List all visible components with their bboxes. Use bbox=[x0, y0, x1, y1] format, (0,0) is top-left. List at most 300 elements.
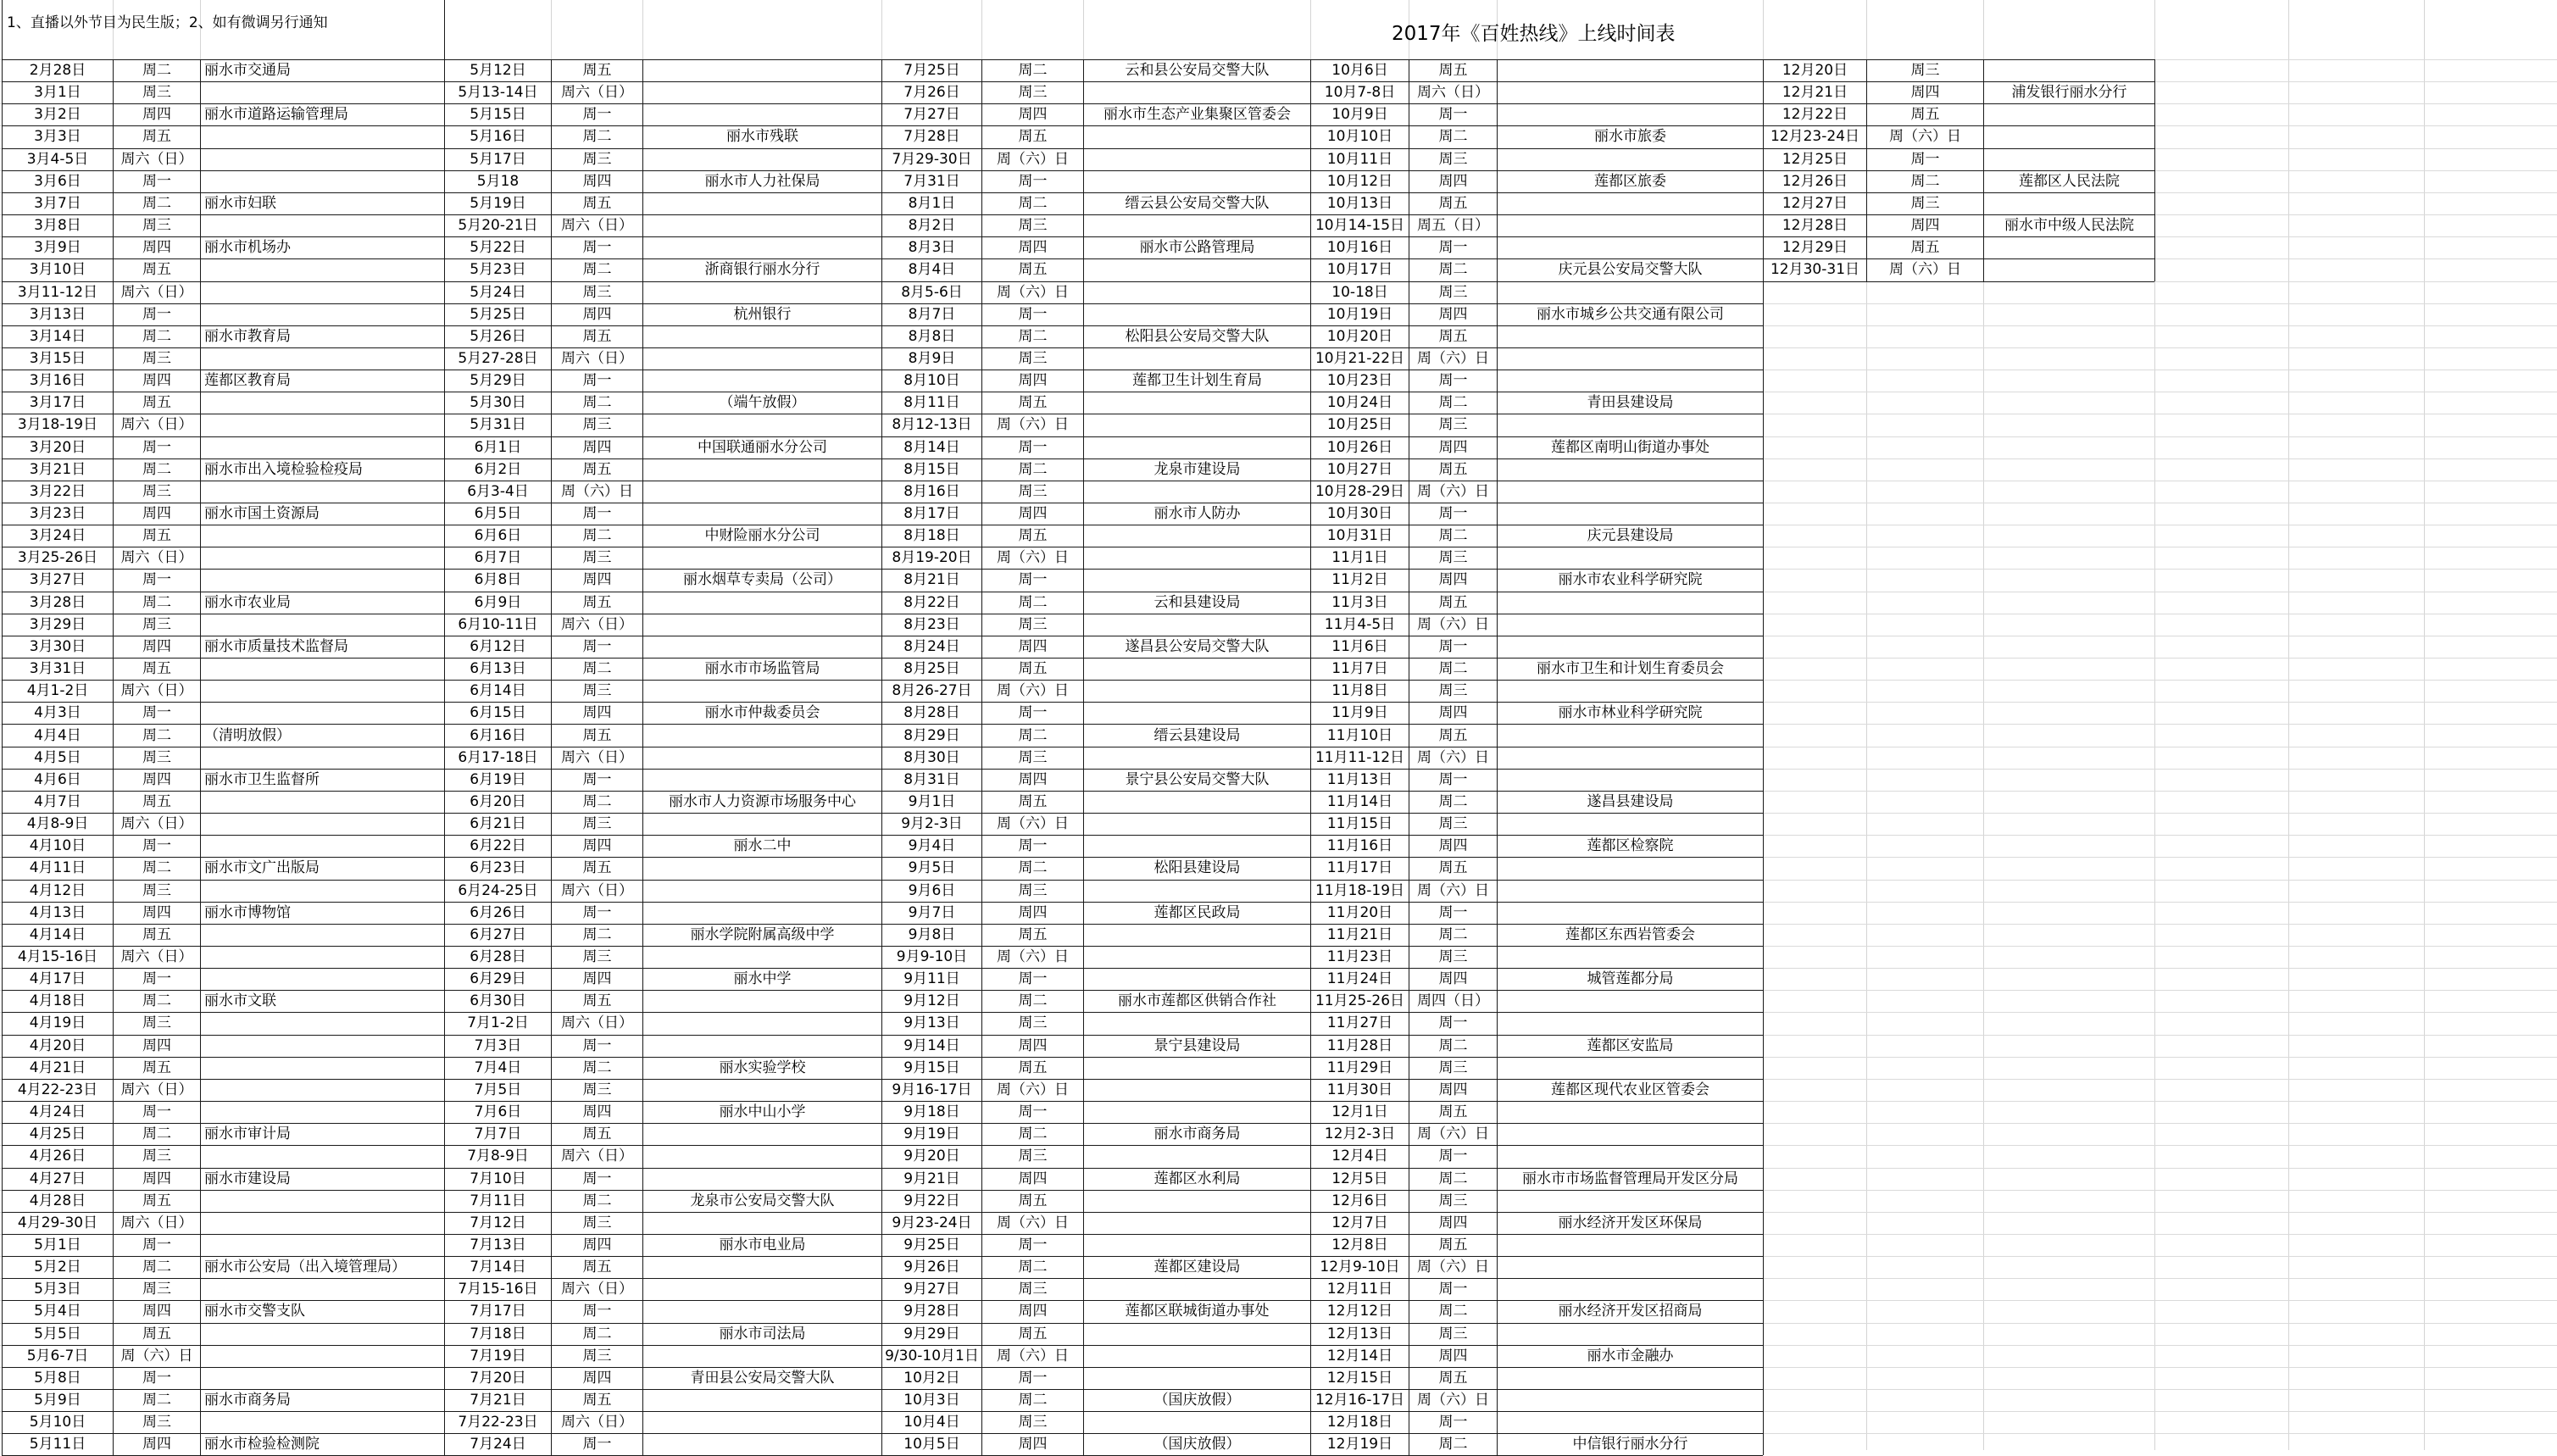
cell-weekday[interactable]: 周六（日） bbox=[120, 948, 193, 965]
cell-organization[interactable] bbox=[1084, 791, 1310, 813]
cell-date[interactable]: 11月21日 bbox=[1326, 926, 1393, 943]
cell-organization[interactable] bbox=[201, 924, 444, 946]
cell-date[interactable]: 3月1日 bbox=[34, 84, 81, 101]
cell-date[interactable]: 5月23日 bbox=[470, 261, 526, 278]
cell-date[interactable]: 7月7日 bbox=[474, 1125, 522, 1142]
cell-organization[interactable]: 莲都区教育局 bbox=[204, 372, 291, 389]
cell-organization[interactable] bbox=[201, 1234, 444, 1256]
cell-date[interactable]: 6月3-4日 bbox=[467, 483, 529, 500]
cell-date[interactable]: 12月19日 bbox=[1326, 1436, 1393, 1453]
cell-weekday[interactable]: 周五 bbox=[1018, 793, 1048, 810]
cell-weekday[interactable]: 周二 bbox=[1018, 992, 1048, 1009]
cell-weekday[interactable]: 周二 bbox=[142, 461, 171, 478]
cell-organization[interactable] bbox=[1498, 747, 1763, 769]
cell-weekday[interactable]: 周四 bbox=[1018, 505, 1048, 522]
cell-date[interactable]: 11月30日 bbox=[1326, 1081, 1393, 1098]
cell-weekday[interactable]: 周一 bbox=[142, 837, 171, 854]
cell-weekday[interactable]: 周一 bbox=[142, 173, 171, 190]
cell-date[interactable]: 6月23日 bbox=[470, 859, 526, 876]
cell-weekday[interactable]: 周一 bbox=[142, 704, 171, 721]
cell-date[interactable]: 8月7日 bbox=[908, 306, 956, 323]
cell-weekday[interactable]: 周五 bbox=[1438, 1236, 1468, 1253]
cell-organization[interactable] bbox=[201, 835, 444, 857]
cell-date[interactable]: 10月28-29日 bbox=[1315, 483, 1405, 500]
cell-organization[interactable]: 丽水经济开发区招商局 bbox=[1558, 1303, 1703, 1320]
cell-organization[interactable] bbox=[1084, 1012, 1310, 1034]
cell-date[interactable]: 8月22日 bbox=[903, 594, 960, 611]
cell-date[interactable]: 10月19日 bbox=[1326, 306, 1393, 323]
cell-weekday[interactable]: 周一 bbox=[142, 970, 171, 987]
cell-organization[interactable] bbox=[1498, 1389, 1763, 1411]
cell-weekday[interactable]: 周四 bbox=[142, 505, 171, 522]
cell-organization[interactable]: 丽水烟草专卖局（公司） bbox=[683, 571, 842, 588]
cell-organization[interactable]: 中信银行丽水分行 bbox=[1572, 1436, 1688, 1453]
cell-organization[interactable] bbox=[1084, 680, 1310, 702]
cell-organization[interactable] bbox=[1498, 458, 1763, 481]
cell-organization[interactable]: 遂昌县公安局交警大队 bbox=[1125, 638, 1270, 655]
cell-organization[interactable]: 丽水市审计局 bbox=[204, 1125, 291, 1142]
cell-organization[interactable] bbox=[1084, 1411, 1310, 1433]
cell-organization[interactable]: 龙泉市公安局交警大队 bbox=[690, 1192, 835, 1209]
cell-date[interactable]: 10月14-15日 bbox=[1315, 217, 1405, 234]
cell-weekday[interactable]: 周四 bbox=[582, 970, 612, 987]
cell-weekday[interactable]: 周五 bbox=[582, 62, 612, 79]
cell-weekday[interactable]: 周三 bbox=[1438, 1059, 1468, 1076]
cell-date[interactable]: 5月16日 bbox=[470, 128, 526, 145]
cell-weekday[interactable]: 周三 bbox=[1438, 815, 1468, 832]
cell-organization[interactable]: 丽水市卫生监督所 bbox=[204, 771, 320, 788]
cell-date[interactable]: 4月6日 bbox=[34, 771, 81, 788]
cell-weekday[interactable]: 周（六）日 bbox=[997, 284, 1069, 301]
cell-weekday[interactable]: 周三 bbox=[582, 1214, 612, 1231]
cell-organization[interactable] bbox=[1084, 946, 1310, 968]
cell-organization[interactable]: 丽水市教育局 bbox=[204, 328, 291, 345]
cell-date[interactable]: 4月24日 bbox=[29, 1103, 86, 1120]
cell-weekday[interactable]: 周三 bbox=[142, 1414, 171, 1431]
cell-date[interactable]: 8月19-20日 bbox=[892, 549, 972, 566]
cell-organization[interactable] bbox=[643, 214, 881, 236]
cell-weekday[interactable]: 周二 bbox=[1438, 394, 1468, 411]
cell-date[interactable]: 4月3日 bbox=[34, 704, 81, 721]
cell-organization[interactable] bbox=[1498, 1278, 1763, 1300]
cell-organization[interactable] bbox=[1084, 658, 1310, 680]
cell-organization[interactable]: 丽水市建设局 bbox=[204, 1170, 291, 1187]
cell-weekday[interactable]: 周（六）日 bbox=[1417, 882, 1489, 899]
cell-organization[interactable]: 莲都区旅委 bbox=[1594, 173, 1666, 190]
cell-organization[interactable]: 丽水市人力资源市场服务中心 bbox=[669, 793, 856, 810]
cell-date[interactable]: 5月9日 bbox=[34, 1392, 81, 1409]
cell-organization[interactable]: 莲都区现代农业区管委会 bbox=[1551, 1081, 1709, 1098]
cell-organization[interactable] bbox=[1984, 148, 2154, 170]
cell-organization[interactable]: （国庆放假） bbox=[1153, 1392, 1241, 1409]
cell-organization[interactable] bbox=[1984, 125, 2154, 147]
cell-weekday[interactable]: 周二 bbox=[1438, 128, 1468, 145]
cell-organization[interactable] bbox=[1498, 902, 1763, 924]
cell-organization[interactable] bbox=[201, 658, 444, 680]
cell-weekday[interactable]: 周三 bbox=[582, 284, 612, 301]
cell-date[interactable]: 10月23日 bbox=[1326, 372, 1393, 389]
cell-organization[interactable]: 浙商银行丽水分行 bbox=[704, 261, 820, 278]
cell-date[interactable]: 3月13日 bbox=[29, 306, 86, 323]
cell-date[interactable]: 11月14日 bbox=[1326, 793, 1393, 810]
cell-weekday[interactable]: 周四 bbox=[582, 306, 612, 323]
cell-weekday[interactable]: 周一 bbox=[1438, 1281, 1468, 1298]
cell-date[interactable]: 4月4日 bbox=[34, 727, 81, 744]
cell-date[interactable]: 12月6日 bbox=[1331, 1192, 1388, 1209]
cell-weekday[interactable]: 周三 bbox=[582, 151, 612, 168]
cell-organization[interactable] bbox=[201, 303, 444, 325]
cell-organization[interactable]: 丽水市质量技术监督局 bbox=[204, 638, 348, 655]
cell-date[interactable]: 12月9-10日 bbox=[1320, 1259, 1400, 1275]
cell-date[interactable]: 5月19日 bbox=[470, 195, 526, 212]
cell-weekday[interactable]: 周六（日） bbox=[1417, 84, 1489, 101]
cell-organization[interactable]: 丽水市莲都区供销合作社 bbox=[1118, 992, 1276, 1009]
cell-organization[interactable] bbox=[643, 1035, 881, 1057]
cell-date[interactable]: 12月30-31日 bbox=[1770, 261, 1860, 278]
cell-date[interactable]: 9月14日 bbox=[903, 1037, 960, 1054]
cell-date[interactable]: 10月2日 bbox=[903, 1370, 960, 1387]
cell-organization[interactable]: 丽水市检验检测院 bbox=[204, 1436, 320, 1453]
cell-organization[interactable]: 丽水市人防办 bbox=[1153, 505, 1241, 522]
cell-date[interactable]: 4月22-23日 bbox=[17, 1081, 98, 1098]
cell-date[interactable]: 4月7日 bbox=[34, 793, 81, 810]
cell-date[interactable]: 7月5日 bbox=[474, 1081, 522, 1098]
cell-date[interactable]: 10月10日 bbox=[1326, 128, 1393, 145]
cell-organization[interactable]: 丽水市市场监管局 bbox=[704, 660, 820, 677]
cell-weekday[interactable]: 周四 bbox=[1910, 217, 1940, 234]
cell-date[interactable]: 8月25日 bbox=[903, 660, 960, 677]
cell-weekday[interactable]: 周三 bbox=[582, 549, 612, 566]
cell-date[interactable]: 6月12日 bbox=[470, 638, 526, 655]
cell-weekday[interactable]: 周一 bbox=[1018, 439, 1048, 456]
cell-organization[interactable] bbox=[1084, 1101, 1310, 1123]
cell-date[interactable]: 9月27日 bbox=[903, 1281, 960, 1298]
cell-date[interactable]: 8月12-13日 bbox=[892, 416, 972, 433]
cell-weekday[interactable]: 周（六）日 bbox=[997, 1214, 1069, 1231]
cell-date[interactable]: 8月24日 bbox=[903, 638, 960, 655]
cell-weekday[interactable]: 周（六）日 bbox=[1417, 1125, 1489, 1142]
cell-organization[interactable] bbox=[201, 1367, 444, 1389]
cell-organization[interactable] bbox=[1984, 192, 2154, 214]
cell-organization[interactable] bbox=[643, 370, 881, 392]
cell-organization[interactable] bbox=[1498, 1367, 1763, 1389]
cell-date[interactable]: 6月14日 bbox=[470, 682, 526, 699]
cell-date[interactable]: 7月12日 bbox=[470, 1214, 526, 1231]
cell-organization[interactable] bbox=[1498, 1012, 1763, 1034]
cell-weekday[interactable]: 周五 bbox=[582, 1125, 612, 1142]
cell-weekday[interactable]: 周一 bbox=[1438, 1014, 1468, 1031]
cell-date[interactable]: 11月28日 bbox=[1326, 1037, 1393, 1054]
cell-organization[interactable]: 丽水实验学校 bbox=[719, 1059, 806, 1076]
cell-date[interactable]: 6月21日 bbox=[470, 815, 526, 832]
cell-organization[interactable]: 丽水市农业局 bbox=[204, 594, 291, 611]
cell-organization[interactable] bbox=[1498, 547, 1763, 569]
cell-organization[interactable]: 丽水市生态产业集聚区管委会 bbox=[1103, 106, 1291, 123]
cell-weekday[interactable]: 周一 bbox=[582, 904, 612, 921]
cell-organization[interactable]: 丽水市城乡公共交通有限公司 bbox=[1537, 306, 1724, 323]
cell-weekday[interactable]: 周六（日） bbox=[561, 1148, 633, 1164]
cell-weekday[interactable]: 周二 bbox=[1438, 527, 1468, 544]
cell-date[interactable]: 12月12日 bbox=[1326, 1303, 1393, 1320]
cell-date[interactable]: 9月20日 bbox=[903, 1148, 960, 1164]
cell-date[interactable]: 7月8-9日 bbox=[467, 1148, 529, 1164]
cell-weekday[interactable]: 周五 bbox=[142, 261, 171, 278]
cell-weekday[interactable]: 周四 bbox=[1438, 173, 1468, 190]
cell-date[interactable]: 8月10日 bbox=[903, 372, 960, 389]
cell-date[interactable]: 8月14日 bbox=[903, 439, 960, 456]
cell-date[interactable]: 3月9日 bbox=[34, 239, 81, 256]
cell-organization[interactable] bbox=[1498, 1123, 1763, 1145]
cell-organization[interactable] bbox=[1498, 325, 1763, 347]
cell-weekday[interactable]: 周三 bbox=[142, 882, 171, 899]
cell-organization[interactable] bbox=[1084, 1234, 1310, 1256]
cell-organization[interactable] bbox=[1498, 1101, 1763, 1123]
cell-organization[interactable] bbox=[643, 1168, 881, 1190]
cell-organization[interactable]: 缙云县建设局 bbox=[1153, 727, 1241, 744]
cell-date[interactable]: 9月16-17日 bbox=[892, 1081, 972, 1098]
cell-weekday[interactable]: 周二 bbox=[1438, 261, 1468, 278]
cell-weekday[interactable]: 周四 bbox=[1438, 1081, 1468, 1098]
cell-organization[interactable] bbox=[1084, 347, 1310, 370]
cell-date[interactable]: 12月28日 bbox=[1782, 217, 1848, 234]
cell-organization[interactable] bbox=[201, 1101, 444, 1123]
cell-date[interactable]: 4月29-30日 bbox=[17, 1214, 98, 1231]
cell-date[interactable]: 6月9日 bbox=[474, 594, 522, 611]
cell-date[interactable]: 6月6日 bbox=[474, 527, 522, 544]
cell-organization[interactable] bbox=[1498, 214, 1763, 236]
cell-organization[interactable]: 杭州银行 bbox=[733, 306, 792, 323]
cell-weekday[interactable]: 周六（日） bbox=[561, 1414, 633, 1431]
cell-date[interactable]: 10月20日 bbox=[1326, 328, 1393, 345]
cell-date[interactable]: 9月2-3日 bbox=[901, 815, 963, 832]
cell-organization[interactable] bbox=[1498, 414, 1763, 436]
cell-weekday[interactable]: 周四 bbox=[1438, 970, 1468, 987]
cell-weekday[interactable]: 周三 bbox=[1018, 217, 1048, 234]
cell-weekday[interactable]: 周（六）日 bbox=[1889, 128, 1961, 145]
cell-date[interactable]: 11月11-12日 bbox=[1315, 749, 1405, 766]
cell-organization[interactable]: 龙泉市建设局 bbox=[1153, 461, 1241, 478]
cell-organization[interactable] bbox=[1498, 503, 1763, 525]
cell-organization[interactable] bbox=[1084, 1278, 1310, 1300]
cell-organization[interactable]: 丽水市电业局 bbox=[719, 1236, 806, 1253]
cell-weekday[interactable]: 周二 bbox=[142, 1125, 171, 1142]
cell-date[interactable]: 4月19日 bbox=[29, 1014, 86, 1031]
cell-weekday[interactable]: 周五 bbox=[1910, 106, 1940, 123]
cell-date[interactable]: 7月29-30日 bbox=[892, 151, 972, 168]
cell-organization[interactable] bbox=[1498, 103, 1763, 125]
cell-date[interactable]: 5月27-28日 bbox=[458, 350, 538, 367]
cell-date[interactable]: 11月3日 bbox=[1331, 594, 1388, 611]
cell-weekday[interactable]: 周四 bbox=[1438, 837, 1468, 854]
cell-organization[interactable]: 丽水市博物馆 bbox=[204, 904, 291, 921]
cell-weekday[interactable]: 周二 bbox=[582, 261, 612, 278]
cell-organization[interactable] bbox=[1084, 258, 1310, 281]
cell-date[interactable]: 7月21日 bbox=[470, 1392, 526, 1409]
cell-weekday[interactable]: 周三 bbox=[142, 217, 171, 234]
cell-date[interactable]: 11月18-19日 bbox=[1315, 882, 1405, 899]
cell-weekday[interactable]: 周一 bbox=[582, 1170, 612, 1187]
cell-date[interactable]: 4月11日 bbox=[29, 859, 86, 876]
cell-organization[interactable] bbox=[643, 769, 881, 791]
cell-organization[interactable] bbox=[1084, 214, 1310, 236]
cell-organization[interactable] bbox=[1084, 702, 1310, 724]
cell-weekday[interactable]: 周一 bbox=[1910, 151, 1940, 168]
cell-organization[interactable] bbox=[201, 1012, 444, 1034]
cell-date[interactable]: 10-18日 bbox=[1331, 284, 1388, 301]
cell-organization[interactable] bbox=[1498, 614, 1763, 636]
cell-organization[interactable] bbox=[643, 946, 881, 968]
cell-date[interactable]: 8月11日 bbox=[903, 394, 960, 411]
cell-organization[interactable]: 丽水市市场监督管理局开发区分局 bbox=[1522, 1170, 1738, 1187]
cell-organization[interactable]: 丽水市人力社保局 bbox=[704, 173, 820, 190]
cell-weekday[interactable]: 周二 bbox=[1018, 62, 1048, 79]
cell-weekday[interactable]: 周一 bbox=[1018, 571, 1048, 588]
cell-date[interactable]: 3月31日 bbox=[29, 660, 86, 677]
cell-organization[interactable] bbox=[201, 1345, 444, 1367]
cell-organization[interactable] bbox=[1084, 1212, 1310, 1234]
cell-organization[interactable] bbox=[643, 1345, 881, 1367]
cell-date[interactable]: 5月25日 bbox=[470, 306, 526, 323]
cell-weekday[interactable]: 周五 bbox=[1018, 1192, 1048, 1209]
cell-date[interactable]: 8月21日 bbox=[903, 571, 960, 588]
cell-date[interactable]: 8月9日 bbox=[908, 350, 956, 367]
cell-weekday[interactable]: 周二 bbox=[1438, 1436, 1468, 1453]
cell-organization[interactable]: 丽水市公安局（出入境管理局） bbox=[204, 1259, 406, 1275]
cell-date[interactable]: 11月25-26日 bbox=[1315, 992, 1405, 1009]
cell-weekday[interactable]: 周二 bbox=[1018, 1392, 1048, 1409]
cell-weekday[interactable]: 周五 bbox=[582, 328, 612, 345]
cell-weekday[interactable]: 周二 bbox=[142, 992, 171, 1009]
cell-organization[interactable] bbox=[1498, 1145, 1763, 1167]
cell-date[interactable]: 7月15-16日 bbox=[458, 1281, 538, 1298]
cell-date[interactable]: 6月22日 bbox=[470, 837, 526, 854]
cell-weekday[interactable]: 周一 bbox=[582, 638, 612, 655]
cell-organization[interactable]: 丽水市旅委 bbox=[1594, 128, 1666, 145]
cell-date[interactable]: 6月1日 bbox=[474, 439, 522, 456]
cell-weekday[interactable]: 周三 bbox=[1438, 284, 1468, 301]
cell-date[interactable]: 12月20日 bbox=[1782, 62, 1848, 79]
cell-date[interactable]: 8月3日 bbox=[908, 239, 956, 256]
cell-date[interactable]: 6月2日 bbox=[474, 461, 522, 478]
cell-date[interactable]: 12月8日 bbox=[1331, 1236, 1388, 1253]
cell-weekday[interactable]: 周五 bbox=[142, 394, 171, 411]
cell-organization[interactable] bbox=[201, 281, 444, 303]
cell-organization[interactable]: 缙云县公安局交警大队 bbox=[1125, 195, 1270, 212]
cell-weekday[interactable]: 周二 bbox=[1438, 1170, 1468, 1187]
cell-weekday[interactable]: 周五 bbox=[1438, 62, 1468, 79]
cell-organization[interactable] bbox=[643, 347, 881, 370]
cell-weekday[interactable]: 周三 bbox=[1910, 62, 1940, 79]
cell-weekday[interactable]: 周（六）日 bbox=[997, 682, 1069, 699]
cell-date[interactable]: 10月12日 bbox=[1326, 173, 1393, 190]
cell-date[interactable]: 11月29日 bbox=[1326, 1059, 1393, 1076]
cell-weekday[interactable]: 周（六）日 bbox=[1417, 350, 1489, 367]
cell-organization[interactable] bbox=[201, 880, 444, 902]
cell-date[interactable]: 5月10日 bbox=[29, 1414, 86, 1431]
cell-weekday[interactable]: 周一 bbox=[582, 106, 612, 123]
cell-weekday[interactable]: 周六（日） bbox=[120, 682, 193, 699]
cell-organization[interactable] bbox=[1498, 1234, 1763, 1256]
cell-date[interactable]: 12月22日 bbox=[1782, 106, 1848, 123]
cell-weekday[interactable]: 周四 bbox=[1018, 106, 1048, 123]
cell-organization[interactable] bbox=[1084, 747, 1310, 769]
cell-organization[interactable]: 青田县建设局 bbox=[1587, 394, 1674, 411]
cell-organization[interactable] bbox=[1084, 547, 1310, 569]
cell-date[interactable]: 3月24日 bbox=[29, 527, 86, 544]
cell-organization[interactable]: 莲都区民政局 bbox=[1153, 904, 1241, 921]
cell-weekday[interactable]: 周六（日） bbox=[120, 284, 193, 301]
cell-date[interactable]: 9/30-10月1日 bbox=[885, 1348, 979, 1364]
cell-date[interactable]: 11月16日 bbox=[1326, 837, 1393, 854]
cell-date[interactable]: 9月7日 bbox=[908, 904, 956, 921]
cell-weekday[interactable]: 周二 bbox=[1018, 328, 1048, 345]
cell-weekday[interactable]: 周五 bbox=[142, 527, 171, 544]
cell-organization[interactable] bbox=[1498, 880, 1763, 902]
cell-date[interactable]: 4月8-9日 bbox=[26, 815, 89, 832]
cell-date[interactable]: 9月12日 bbox=[903, 992, 960, 1009]
cell-date[interactable]: 8月28日 bbox=[903, 704, 960, 721]
cell-organization[interactable] bbox=[643, 1123, 881, 1145]
cell-organization[interactable] bbox=[643, 1411, 881, 1433]
cell-weekday[interactable]: 周三 bbox=[1018, 1148, 1048, 1164]
cell-weekday[interactable]: 周五 bbox=[142, 1059, 171, 1076]
cell-weekday[interactable]: 周三 bbox=[1438, 1192, 1468, 1209]
cell-weekday[interactable]: 周四 bbox=[1018, 771, 1048, 788]
cell-date[interactable]: 4月21日 bbox=[29, 1059, 86, 1076]
cell-date[interactable]: 8月8日 bbox=[908, 328, 956, 345]
cell-organization[interactable]: 莲都区建设局 bbox=[1153, 1259, 1241, 1275]
cell-organization[interactable] bbox=[1498, 769, 1763, 791]
cell-weekday[interactable]: 周三 bbox=[582, 416, 612, 433]
cell-weekday[interactable]: 周三 bbox=[582, 1081, 612, 1098]
cell-weekday[interactable]: 周一 bbox=[1438, 904, 1468, 921]
cell-date[interactable]: 10月6日 bbox=[1331, 62, 1388, 79]
cell-date[interactable]: 12月4日 bbox=[1331, 1148, 1388, 1164]
cell-date[interactable]: 3月3日 bbox=[34, 128, 81, 145]
cell-weekday[interactable]: 周一 bbox=[142, 439, 171, 456]
cell-date[interactable]: 11月6日 bbox=[1331, 638, 1388, 655]
cell-date[interactable]: 4月13日 bbox=[29, 904, 86, 921]
cell-date[interactable]: 3月29日 bbox=[29, 616, 86, 633]
cell-weekday[interactable]: 周一 bbox=[582, 1436, 612, 1453]
cell-weekday[interactable]: 周四 bbox=[142, 106, 171, 123]
cell-organization[interactable] bbox=[643, 857, 881, 879]
cell-organization[interactable] bbox=[643, 1079, 881, 1101]
cell-organization[interactable] bbox=[201, 392, 444, 414]
cell-organization[interactable] bbox=[201, 258, 444, 281]
cell-organization[interactable] bbox=[643, 592, 881, 614]
cell-date[interactable]: 4月20日 bbox=[29, 1037, 86, 1054]
cell-organization[interactable] bbox=[201, 1212, 444, 1234]
cell-date[interactable]: 12月21日 bbox=[1782, 84, 1848, 101]
cell-organization[interactable] bbox=[643, 547, 881, 569]
cell-organization[interactable] bbox=[643, 813, 881, 835]
cell-organization[interactable] bbox=[1084, 303, 1310, 325]
cell-date[interactable]: 7月20日 bbox=[470, 1370, 526, 1387]
cell-organization[interactable] bbox=[643, 81, 881, 103]
cell-organization[interactable]: 莲都卫生计划生育局 bbox=[1132, 372, 1262, 389]
cell-weekday[interactable]: 周三 bbox=[1018, 1414, 1048, 1431]
cell-weekday[interactable]: 周五 bbox=[1438, 1103, 1468, 1120]
cell-organization[interactable] bbox=[1084, 148, 1310, 170]
cell-weekday[interactable]: 周六（日） bbox=[561, 350, 633, 367]
cell-date[interactable]: 3月6日 bbox=[34, 173, 81, 190]
cell-weekday[interactable]: 周四 bbox=[582, 837, 612, 854]
cell-date[interactable]: 9月8日 bbox=[908, 926, 956, 943]
cell-weekday[interactable]: 周五 bbox=[1438, 594, 1468, 611]
cell-date[interactable]: 3月14日 bbox=[29, 328, 86, 345]
cell-weekday[interactable]: 周五 bbox=[1438, 727, 1468, 744]
